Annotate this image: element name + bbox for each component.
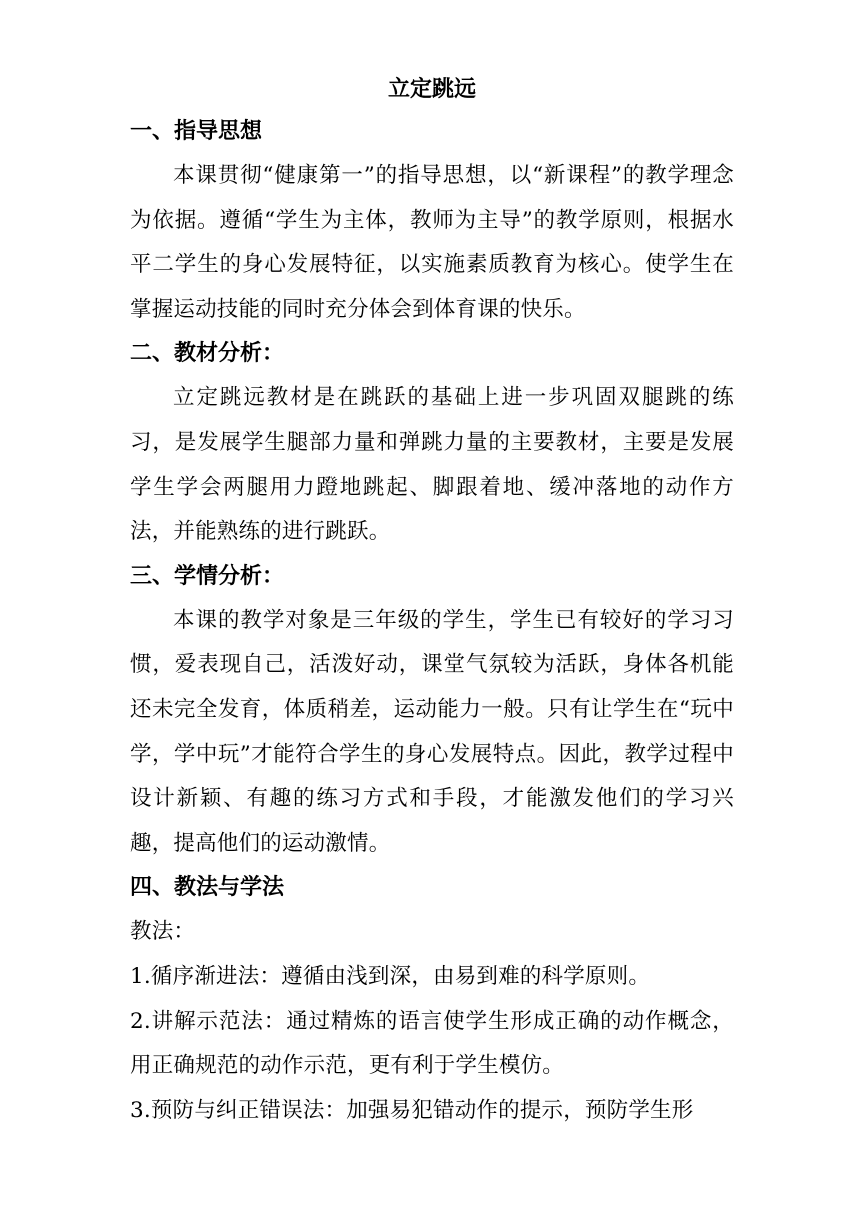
paragraph: 本课贯彻“健康第一”的指导思想，以“新课程”的教学理念为依据。遵循“学生为主体，教师为主导”的教学原则，根据水平二学生的身心发展特征，以实施素质教育为核心。使学生在掌握运动技能的同时充分体会到体育课的快乐。: [130, 163, 734, 322]
section-heading: 三、学情分析：: [130, 563, 285, 589]
section-heading: 二、教材分析：: [130, 341, 285, 367]
list-item: 1.循序渐进法：遵循由浅到深，由易到难的科学原则。: [130, 963, 651, 989]
section-teaching-methods: [130, 866, 734, 1133]
section-student-analysis: [130, 555, 734, 867]
section-heading: 四、教法与学法: [130, 875, 285, 901]
paragraph-label: 教法：: [130, 919, 196, 945]
document-title: 立定跳远: [387, 77, 476, 102]
section-guiding-ideology: [130, 110, 734, 332]
paragraph: 立定跳远教材是在跳跃的基础上进一步巩固双腿跳的练习，是发展学生腿部力量和弹跳力量的主要教材，主要是发展学生学会两腿用力蹬地跳起、脚跟着地、缓冲落地的动作方法，并能熟练的进行跳跃。: [130, 385, 734, 545]
section-heading: 一、指导思想: [130, 119, 263, 144]
list-item: 2.讲解示范法：通过精炼的语言使学生形成正确的动作概念，用正确规范的动作示范，更有利于学生模仿。: [130, 1008, 734, 1079]
list-item: 3.预防与纠正错误法：加强易犯错动作的提示，预防学生形: [130, 1097, 694, 1123]
paragraph: 本课的教学对象是三年级的学生，学生已有较好的学习习惯，爱表现自己，活泼好动，课堂气氛较为活跃，身体各机能还未完全发育，体质稍差，运动能力一般。只有让学生在“玩中学，学中玩”才能符合学生的身心发展特点。因此，教学过程中设计新颖、有趣的练习方式和手段，才能激发他们的学习兴趣，提高他们的运动激情。: [130, 607, 734, 856]
section-material-analysis: [130, 332, 734, 554]
document-page: [130, 70, 734, 1133]
